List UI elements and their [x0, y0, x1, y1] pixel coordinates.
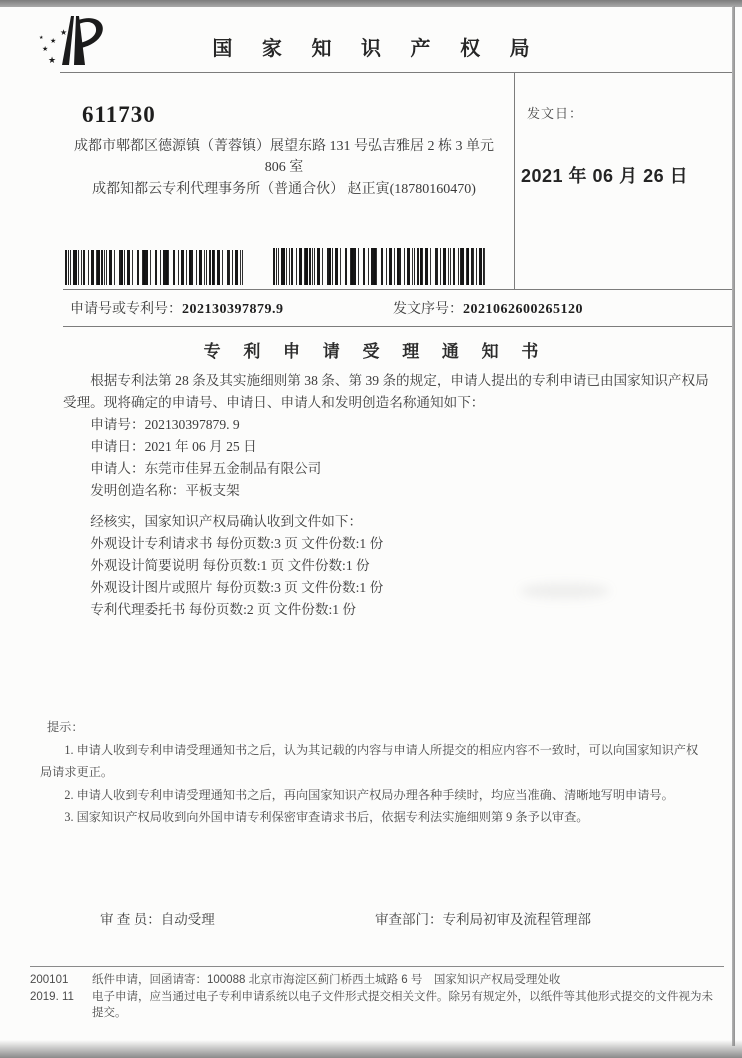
department-label: 审查部门：	[375, 912, 443, 927]
notes-section	[40, 716, 708, 829]
svg-text:★: ★	[60, 28, 68, 37]
examiner-value: 自动受理	[160, 912, 215, 927]
divider-below-numbers	[63, 326, 732, 327]
footer-form-codes	[30, 972, 92, 1022]
note-item: 2. 申请人收到专利申请受理通知书之后，再向国家知识产权局办理各种手续时，均应当准确、清晰地写明申请号。	[64, 787, 674, 802]
barcode-application	[65, 250, 244, 285]
header-divider	[60, 72, 732, 73]
address-line-2: 806 室	[264, 160, 304, 175]
field-invention-title	[90, 480, 711, 502]
document-item: 专利代理委托书 每份页数:2 页 文件份数:1 份	[90, 602, 357, 617]
footer-line-electronic: 电子申请，应当通过电子专利申请系统以电子文件形式提交相关文件。除另有规定外，以纸件等其他形式提交的文件视为未提交。	[92, 990, 713, 1019]
postal-code: 611730	[82, 102, 156, 127]
notes-label: 提示：	[47, 720, 84, 734]
note-item: 1. 申请人收到专利申请受理通知书之后，认为其记载的内容与申请人所提交的相应内容不一致时，可以向国家知识产权局请求更正。	[40, 742, 699, 779]
field-value: 平板支架	[185, 483, 240, 498]
serial-number-value: 2021062600265120	[463, 302, 583, 317]
scan-edge-right	[732, 6, 735, 1046]
issue-date-value: 2021 年 06 月 26 日	[521, 166, 689, 186]
application-number	[70, 298, 284, 318]
divider-above-numbers	[63, 289, 732, 290]
scan-edge-top	[0, 0, 742, 7]
field-applicant	[90, 458, 711, 480]
agent-line: 成都知都云专利代理事务所（普通合伙） 赵正寅(18780160470)	[92, 182, 476, 197]
footer-line-paper: 纸件申请，回函请寄：100088 北京市海淀区蓟门桥西土城路 6 号 国家知识产权局受理处收	[92, 974, 561, 986]
note-item: 3. 国家知识产权局收到向外国申请专利保密审查请求书后，依据专利法实施细则第 9 条予以审查。	[64, 810, 589, 824]
department-value: 专利局初审及流程管理部	[442, 912, 591, 927]
recipient-address	[58, 136, 510, 200]
document-title: 专 利 申 请 受 理 通 知 书	[203, 342, 548, 361]
footer	[30, 972, 718, 1022]
field-label: 发明创造名称：	[90, 483, 186, 498]
field-filing-date	[90, 436, 711, 458]
svg-text:★: ★	[48, 55, 57, 65]
department	[375, 908, 591, 928]
confirm-intro: 经核实，国家知识产权局确认收到文件如下：	[90, 514, 363, 529]
issue-box-divider	[514, 72, 515, 289]
field-label: 申请人：	[90, 461, 145, 476]
intro-paragraph: 根据专利法第 28 条及其实施细则第 38 条、第 39 条的规定，申请人提出的专利申请已由国家知识产权局受理。现将确定的申请号、申请日、申请人和发明创造名称通知如下：	[63, 373, 709, 410]
document-item: 外观设计专利请求书 每份页数:3 页 文件份数:1 份	[90, 536, 384, 551]
field-application-number	[90, 414, 711, 436]
svg-text:★: ★	[50, 37, 57, 45]
serial-number	[393, 298, 583, 318]
barcode-serial	[273, 248, 486, 285]
footer-instructions	[92, 972, 718, 1022]
svg-text:★: ★	[42, 45, 49, 53]
footer-code: 2019. 11	[30, 990, 74, 1003]
body-text	[63, 370, 711, 621]
scan-edge-bottom	[0, 1040, 742, 1058]
footer-divider	[30, 966, 724, 967]
svg-text:★: ★	[39, 36, 44, 41]
field-value: 东莞市佳昇五金制品有限公司	[144, 461, 322, 476]
footer-code: 200101	[30, 974, 69, 986]
received-documents	[63, 511, 711, 621]
field-value: 202130397879. 9	[144, 417, 240, 432]
address-line-1: 成都市郫都区德源镇（菁蓉镇）展望东路 131 号弘吉雅居 2 栋 3 单元	[74, 139, 494, 154]
issue-date-label: 发文日：	[527, 106, 584, 121]
examiner-label: 审 查 员：	[100, 912, 161, 927]
field-label: 申请日：	[90, 439, 145, 454]
field-value: 2021 年 06 月 25 日	[144, 439, 257, 454]
serial-number-label: 发文序号：	[393, 302, 463, 317]
application-number-label: 申请号或专利号：	[70, 302, 182, 317]
application-number-value: 202130397879.9	[182, 302, 284, 317]
document-item: 外观设计简要说明 每份页数:1 页 文件份数:1 份	[90, 558, 370, 573]
agency-title: 国 家 知 识 产 权 局	[212, 38, 542, 60]
document-item: 外观设计图片或照片 每份页数:3 页 文件份数:1 份	[90, 580, 384, 595]
examiner	[100, 908, 215, 928]
field-label: 申请号：	[90, 417, 145, 432]
